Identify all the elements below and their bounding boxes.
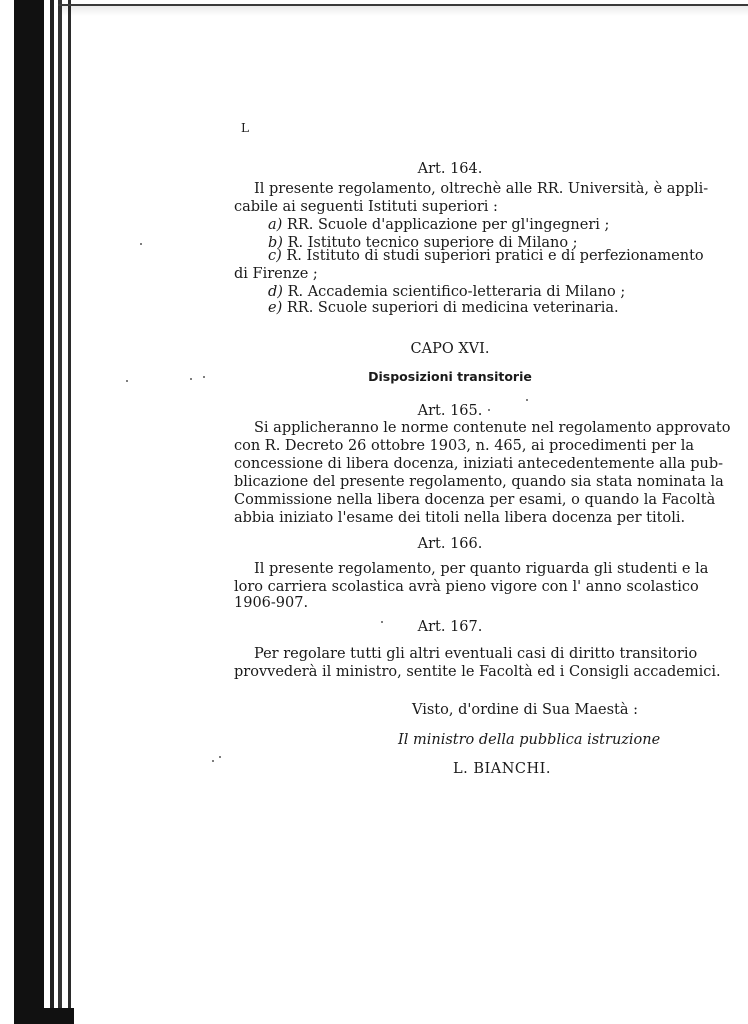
article-167-heading: Art. 167.	[417, 619, 483, 635]
list-item-c	[268, 247, 704, 265]
page-marker: L	[241, 121, 249, 135]
article-166-line-1: Il presente regolamento, per quanto riguarda gli studenti e la	[254, 561, 709, 577]
article-165-heading: Art. 165.	[417, 403, 483, 419]
list-item-letter: e)	[268, 300, 283, 316]
list-item-letter: c)	[268, 248, 282, 264]
list-item-text: R. Istituto di studi superiori pratici e di perfezionamento	[286, 248, 704, 264]
list-item-text: RR. Scuole superiori di medicina veterinaria.	[286, 300, 619, 316]
list-item-letter: a)	[268, 217, 283, 233]
article-164-heading: Art. 164.	[417, 161, 483, 177]
article-165-line-4: blicazione del presente regolamento, quando sia stata nominata la	[234, 474, 724, 490]
article-166-line-3: 1906-907.	[234, 595, 309, 611]
article-167-line-2: provvederà il ministro, sentite le Facoltà ed i Consigli accademici.	[234, 664, 721, 680]
chapter-subtitle: Disposizioni transitorie	[368, 369, 532, 384]
article-165-line-6: abbia iniziato l'esame dei titoli nella libera docenza per titoli.	[234, 510, 686, 526]
list-item-letter: b)	[268, 235, 283, 251]
article-167-line-1: Per regolare tutti gli altri eventuali casi di diritto transitorio	[254, 646, 698, 662]
article-165-line-3: concessione di libera docenza, iniziati antecedentemente alla pub-	[234, 456, 724, 472]
signature-name: L. BIANCHI.	[453, 761, 551, 777]
chapter-title: CAPO XVI.	[410, 341, 490, 357]
list-item-a	[268, 216, 609, 234]
bottom-edge-shadow	[14, 1008, 74, 1024]
list-item-letter: d)	[268, 284, 283, 300]
article-165-line-2: con R. Decreto 26 ottobre 1903, n. 465, ai procedimenti per la	[234, 438, 694, 454]
article-166-line-2: loro carriera scolastica avrà pieno vigore con l' anno scolastico	[234, 579, 699, 595]
visto-line: Visto, d'ordine di Sua Maestà :	[412, 702, 638, 718]
article-165-line-1: Si applicheranno le norme contenute nel regolamento approvato	[254, 420, 731, 436]
list-item-text: RR. Scuole d'applicazione per gl'ingegneri ;	[286, 217, 610, 233]
top-edge-shadow	[58, 4, 748, 16]
binding-edge	[0, 0, 74, 1024]
minister-title: Il ministro della pubblica istruzione	[398, 732, 661, 748]
article-164-line-1: Il presente regolamento, oltrechè alle RR. Università, è appli-	[254, 181, 709, 197]
article-164-line-2: cabile ai seguenti Istituti superiori :	[234, 199, 498, 215]
list-item-text: R. Accademia scientifico-letteraria di Milano ;	[287, 284, 626, 300]
article-166-heading: Art. 166.	[417, 536, 483, 552]
list-item-text: R. Istituto tecnico superiore di Milano ;	[287, 235, 578, 251]
list-item-c-continuation: di Firenze ;	[234, 266, 318, 282]
article-165-line-5: Commissione nella libera docenza per esami, o quando la Facoltà	[234, 492, 716, 508]
list-item-e	[268, 299, 619, 317]
